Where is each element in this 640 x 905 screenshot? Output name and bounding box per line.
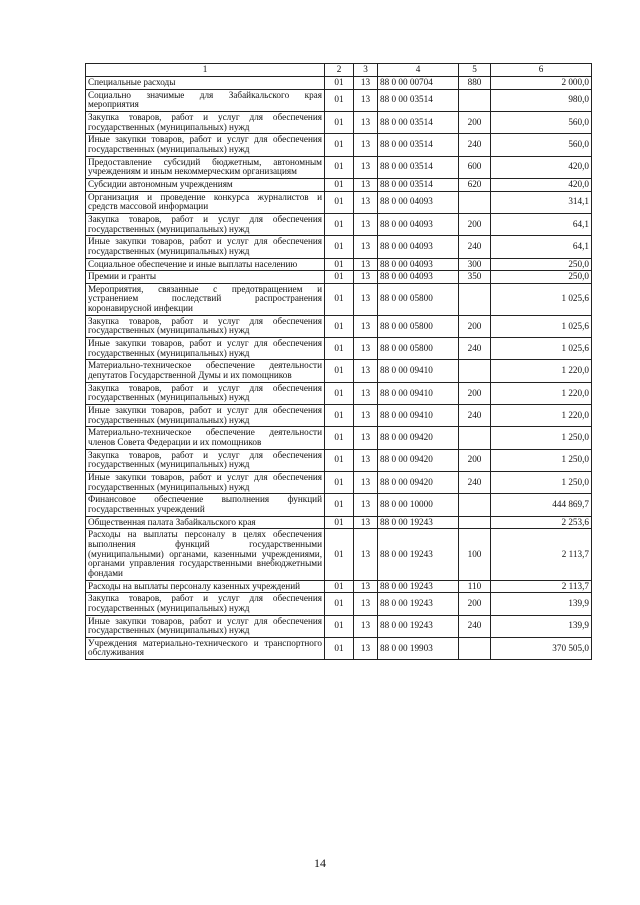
row-target-article: 88 0 00 05800 — [378, 338, 459, 360]
row-name: Закупка товаров, работ и услуг для обеспечения государственных (муниципальных) нужд — [86, 382, 325, 404]
row-expense-type: 600 — [459, 156, 491, 178]
row-target-article: 88 0 00 09420 — [378, 449, 459, 471]
row-name: Субсидии автономным учреждениям — [86, 178, 325, 191]
row-expense-type: 240 — [459, 134, 491, 156]
row-subsection: 13 — [354, 213, 378, 235]
row-amount: 1 250,0 — [491, 449, 592, 471]
column-header-name: 1 — [86, 64, 325, 77]
row-section: 01 — [325, 134, 354, 156]
column-header-expense-type: 5 — [459, 64, 491, 77]
table-row — [86, 427, 592, 449]
row-target-article: 88 0 00 04093 — [378, 191, 459, 213]
table-row — [86, 134, 592, 156]
row-amount: 1 220,0 — [491, 382, 592, 404]
row-section: 01 — [325, 338, 354, 360]
table-row — [86, 213, 592, 235]
row-subsection: 13 — [354, 89, 378, 111]
row-amount: 980,0 — [491, 89, 592, 111]
row-amount: 1 220,0 — [491, 405, 592, 427]
row-section: 01 — [325, 593, 354, 615]
row-expense-type — [459, 427, 491, 449]
row-subsection: 13 — [354, 449, 378, 471]
table-row — [86, 178, 592, 191]
row-subsection: 13 — [354, 156, 378, 178]
row-subsection: 13 — [354, 77, 378, 90]
row-target-article: 88 0 00 19243 — [378, 593, 459, 615]
table-row — [86, 89, 592, 111]
row-amount: 444 869,7 — [491, 494, 592, 516]
row-name: Закупка товаров, работ и услуг для обеспечения государственных (муниципальных) нужд — [86, 315, 325, 337]
row-name: Организация и проведение конкурса журналистов и средств массовой информации — [86, 191, 325, 213]
row-expense-type: 110 — [459, 580, 491, 593]
row-name: Иные закупки товаров, работ и услуг для обеспечения государственных (муниципальных) нужд — [86, 405, 325, 427]
row-target-article: 88 0 00 03514 — [378, 178, 459, 191]
row-expense-type — [459, 283, 491, 315]
table-row — [86, 449, 592, 471]
row-name: Учреждения материально-технического и транспортного обслуживания — [86, 637, 325, 659]
row-subsection: 13 — [354, 283, 378, 315]
table-row — [86, 615, 592, 637]
row-target-article: 88 0 00 09410 — [378, 360, 459, 382]
row-expense-type — [459, 89, 491, 111]
row-subsection: 13 — [354, 405, 378, 427]
row-name: Иные закупки товаров, работ и услуг для обеспечения государственных (муниципальных) нужд — [86, 471, 325, 493]
row-subsection: 13 — [354, 494, 378, 516]
row-section: 01 — [325, 178, 354, 191]
row-expense-type: 240 — [459, 338, 491, 360]
row-section: 01 — [325, 156, 354, 178]
row-name: Материально-техническое обеспечение деятельности депутатов Государственной Думы и их помощников — [86, 360, 325, 382]
row-expense-type: 240 — [459, 471, 491, 493]
row-name: Закупка товаров, работ и услуг для обеспечения государственных (муниципальных) нужд — [86, 213, 325, 235]
row-subsection: 13 — [354, 271, 378, 284]
row-expense-type: 240 — [459, 236, 491, 258]
row-expense-type: 200 — [459, 213, 491, 235]
row-name: Иные закупки товаров, работ и услуг для обеспечения государственных (муниципальных) нужд — [86, 338, 325, 360]
row-expense-type: 300 — [459, 258, 491, 271]
row-target-article: 88 0 00 04093 — [378, 236, 459, 258]
row-name: Социально значимые для Забайкальского края мероприятия — [86, 89, 325, 111]
row-target-article: 88 0 00 10000 — [378, 494, 459, 516]
row-amount: 2 113,7 — [491, 529, 592, 580]
row-subsection: 13 — [354, 258, 378, 271]
row-subsection: 13 — [354, 111, 378, 133]
row-section: 01 — [325, 471, 354, 493]
row-amount: 560,0 — [491, 111, 592, 133]
row-name: Иные закупки товаров, работ и услуг для обеспечения государственных (муниципальных) нужд — [86, 236, 325, 258]
table-row — [86, 283, 592, 315]
row-target-article: 88 0 00 05800 — [378, 283, 459, 315]
header-row — [86, 64, 592, 77]
row-name: Материально-техническое обеспечение деятельности членов Совета Федерации и их помощников — [86, 427, 325, 449]
row-amount: 250,0 — [491, 271, 592, 284]
row-section: 01 — [325, 77, 354, 90]
table-row — [86, 191, 592, 213]
row-name: Расходы на выплаты персоналу казенных учреждений — [86, 580, 325, 593]
row-expense-type: 240 — [459, 615, 491, 637]
table-row — [86, 471, 592, 493]
row-name: Специальные расходы — [86, 77, 325, 90]
row-target-article: 88 0 00 00704 — [378, 77, 459, 90]
row-expense-type: 240 — [459, 405, 491, 427]
row-section: 01 — [325, 213, 354, 235]
row-section: 01 — [325, 615, 354, 637]
row-amount: 64,1 — [491, 213, 592, 235]
row-section: 01 — [325, 191, 354, 213]
row-target-article: 88 0 00 04093 — [378, 213, 459, 235]
row-amount: 250,0 — [491, 258, 592, 271]
page-number: 14 — [314, 856, 326, 870]
table-row — [86, 637, 592, 659]
row-name: Расходы на выплаты персоналу в целях обеспечения выполнения функций государственными (муниципальными) органами, казенными учреждениями, органами управления государственными внебюджетными фондами — [86, 529, 325, 580]
row-expense-type: 620 — [459, 178, 491, 191]
row-subsection: 13 — [354, 315, 378, 337]
row-target-article: 88 0 00 19243 — [378, 615, 459, 637]
row-amount: 1 220,0 — [491, 360, 592, 382]
table-row — [86, 494, 592, 516]
row-amount: 1 250,0 — [491, 427, 592, 449]
row-section: 01 — [325, 111, 354, 133]
row-subsection: 13 — [354, 191, 378, 213]
row-expense-type — [459, 494, 491, 516]
row-amount: 139,9 — [491, 593, 592, 615]
table-row — [86, 580, 592, 593]
row-amount: 420,0 — [491, 156, 592, 178]
row-section: 01 — [325, 283, 354, 315]
row-target-article: 88 0 00 03514 — [378, 111, 459, 133]
table-row — [86, 593, 592, 615]
row-target-article: 88 0 00 03514 — [378, 89, 459, 111]
table-row — [86, 516, 592, 529]
table-row — [86, 360, 592, 382]
row-amount: 560,0 — [491, 134, 592, 156]
row-section: 01 — [325, 271, 354, 284]
row-section: 01 — [325, 360, 354, 382]
row-amount: 314,1 — [491, 191, 592, 213]
row-expense-type: 200 — [459, 315, 491, 337]
row-section: 01 — [325, 580, 354, 593]
row-target-article: 88 0 00 19243 — [378, 516, 459, 529]
row-expense-type: 350 — [459, 271, 491, 284]
row-section: 01 — [325, 516, 354, 529]
row-expense-type: 200 — [459, 593, 491, 615]
row-target-article: 88 0 00 09410 — [378, 405, 459, 427]
row-section: 01 — [325, 529, 354, 580]
row-subsection: 13 — [354, 580, 378, 593]
row-section: 01 — [325, 449, 354, 471]
row-target-article: 88 0 00 09420 — [378, 427, 459, 449]
row-subsection: 13 — [354, 178, 378, 191]
row-subsection: 13 — [354, 427, 378, 449]
column-header-target-article: 4 — [378, 64, 459, 77]
row-target-article: 88 0 00 09420 — [378, 471, 459, 493]
row-section: 01 — [325, 236, 354, 258]
row-expense-type: 200 — [459, 449, 491, 471]
row-amount: 420,0 — [491, 178, 592, 191]
table-row — [86, 529, 592, 580]
row-expense-type — [459, 516, 491, 529]
row-subsection: 13 — [354, 236, 378, 258]
row-section: 01 — [325, 258, 354, 271]
row-subsection: 13 — [354, 593, 378, 615]
row-name: Премии и гранты — [86, 271, 325, 284]
row-name: Закупка товаров, работ и услуг для обеспечения государственных (муниципальных) нужд — [86, 111, 325, 133]
row-section: 01 — [325, 89, 354, 111]
table-row — [86, 111, 592, 133]
row-expense-type: 100 — [459, 529, 491, 580]
row-amount: 64,1 — [491, 236, 592, 258]
row-amount: 1 250,0 — [491, 471, 592, 493]
row-target-article: 88 0 00 04093 — [378, 258, 459, 271]
row-target-article: 88 0 00 03514 — [378, 156, 459, 178]
row-name: Предоставление субсидий бюджетным, автономным учреждениям и иным некоммерческим организациям — [86, 156, 325, 178]
row-amount: 370 505,0 — [491, 637, 592, 659]
table-row — [86, 338, 592, 360]
row-target-article: 88 0 00 04093 — [378, 271, 459, 284]
row-name: Иные закупки товаров, работ и услуг для обеспечения государственных (муниципальных) нужд — [86, 134, 325, 156]
row-section: 01 — [325, 427, 354, 449]
row-amount: 1 025,6 — [491, 338, 592, 360]
row-name: Социальное обеспечение и иные выплаты населению — [86, 258, 325, 271]
table-row — [86, 382, 592, 404]
row-name: Финансовое обеспечение выполнения функций государственных учреждений — [86, 494, 325, 516]
budget-table — [85, 63, 592, 660]
table-row — [86, 405, 592, 427]
table-row — [86, 271, 592, 284]
column-header-section: 2 — [325, 64, 354, 77]
row-expense-type — [459, 360, 491, 382]
row-name: Закупка товаров, работ и услуг для обеспечения государственных (муниципальных) нужд — [86, 593, 325, 615]
table-row — [86, 156, 592, 178]
row-expense-type — [459, 637, 491, 659]
row-section: 01 — [325, 405, 354, 427]
column-header-amount: 6 — [491, 64, 592, 77]
row-target-article: 88 0 00 09410 — [378, 382, 459, 404]
row-section: 01 — [325, 315, 354, 337]
row-section: 01 — [325, 494, 354, 516]
row-target-article: 88 0 00 03514 — [378, 134, 459, 156]
row-subsection: 13 — [354, 516, 378, 529]
row-subsection: 13 — [354, 615, 378, 637]
row-name: Общественная палата Забайкальского края — [86, 516, 325, 529]
row-target-article: 88 0 00 19243 — [378, 580, 459, 593]
table-row — [86, 236, 592, 258]
row-subsection: 13 — [354, 471, 378, 493]
row-amount: 139,9 — [491, 615, 592, 637]
row-amount: 2 113,7 — [491, 580, 592, 593]
row-section: 01 — [325, 637, 354, 659]
row-subsection: 13 — [354, 529, 378, 580]
table-row — [86, 77, 592, 90]
row-target-article: 88 0 00 19903 — [378, 637, 459, 659]
row-name: Мероприятия, связанные с предотвращением и устранением последствий распространения коронавирусной инфекции — [86, 283, 325, 315]
row-expense-type: 880 — [459, 77, 491, 90]
column-header-subsection: 3 — [354, 64, 378, 77]
row-expense-type: 200 — [459, 111, 491, 133]
row-subsection: 13 — [354, 134, 378, 156]
table-row — [86, 315, 592, 337]
row-expense-type — [459, 191, 491, 213]
row-subsection: 13 — [354, 382, 378, 404]
row-subsection: 13 — [354, 637, 378, 659]
row-subsection: 13 — [354, 338, 378, 360]
row-target-article: 88 0 00 05800 — [378, 315, 459, 337]
row-subsection: 13 — [354, 360, 378, 382]
row-amount: 2 000,0 — [491, 77, 592, 90]
table-row — [86, 258, 592, 271]
row-target-article: 88 0 00 19243 — [378, 529, 459, 580]
row-amount: 2 253,6 — [491, 516, 592, 529]
row-amount: 1 025,6 — [491, 315, 592, 337]
row-expense-type: 200 — [459, 382, 491, 404]
row-name: Закупка товаров, работ и услуг для обеспечения государственных (муниципальных) нужд — [86, 449, 325, 471]
row-name: Иные закупки товаров, работ и услуг для обеспечения государственных (муниципальных) нужд — [86, 615, 325, 637]
row-section: 01 — [325, 382, 354, 404]
row-amount: 1 025,6 — [491, 283, 592, 315]
